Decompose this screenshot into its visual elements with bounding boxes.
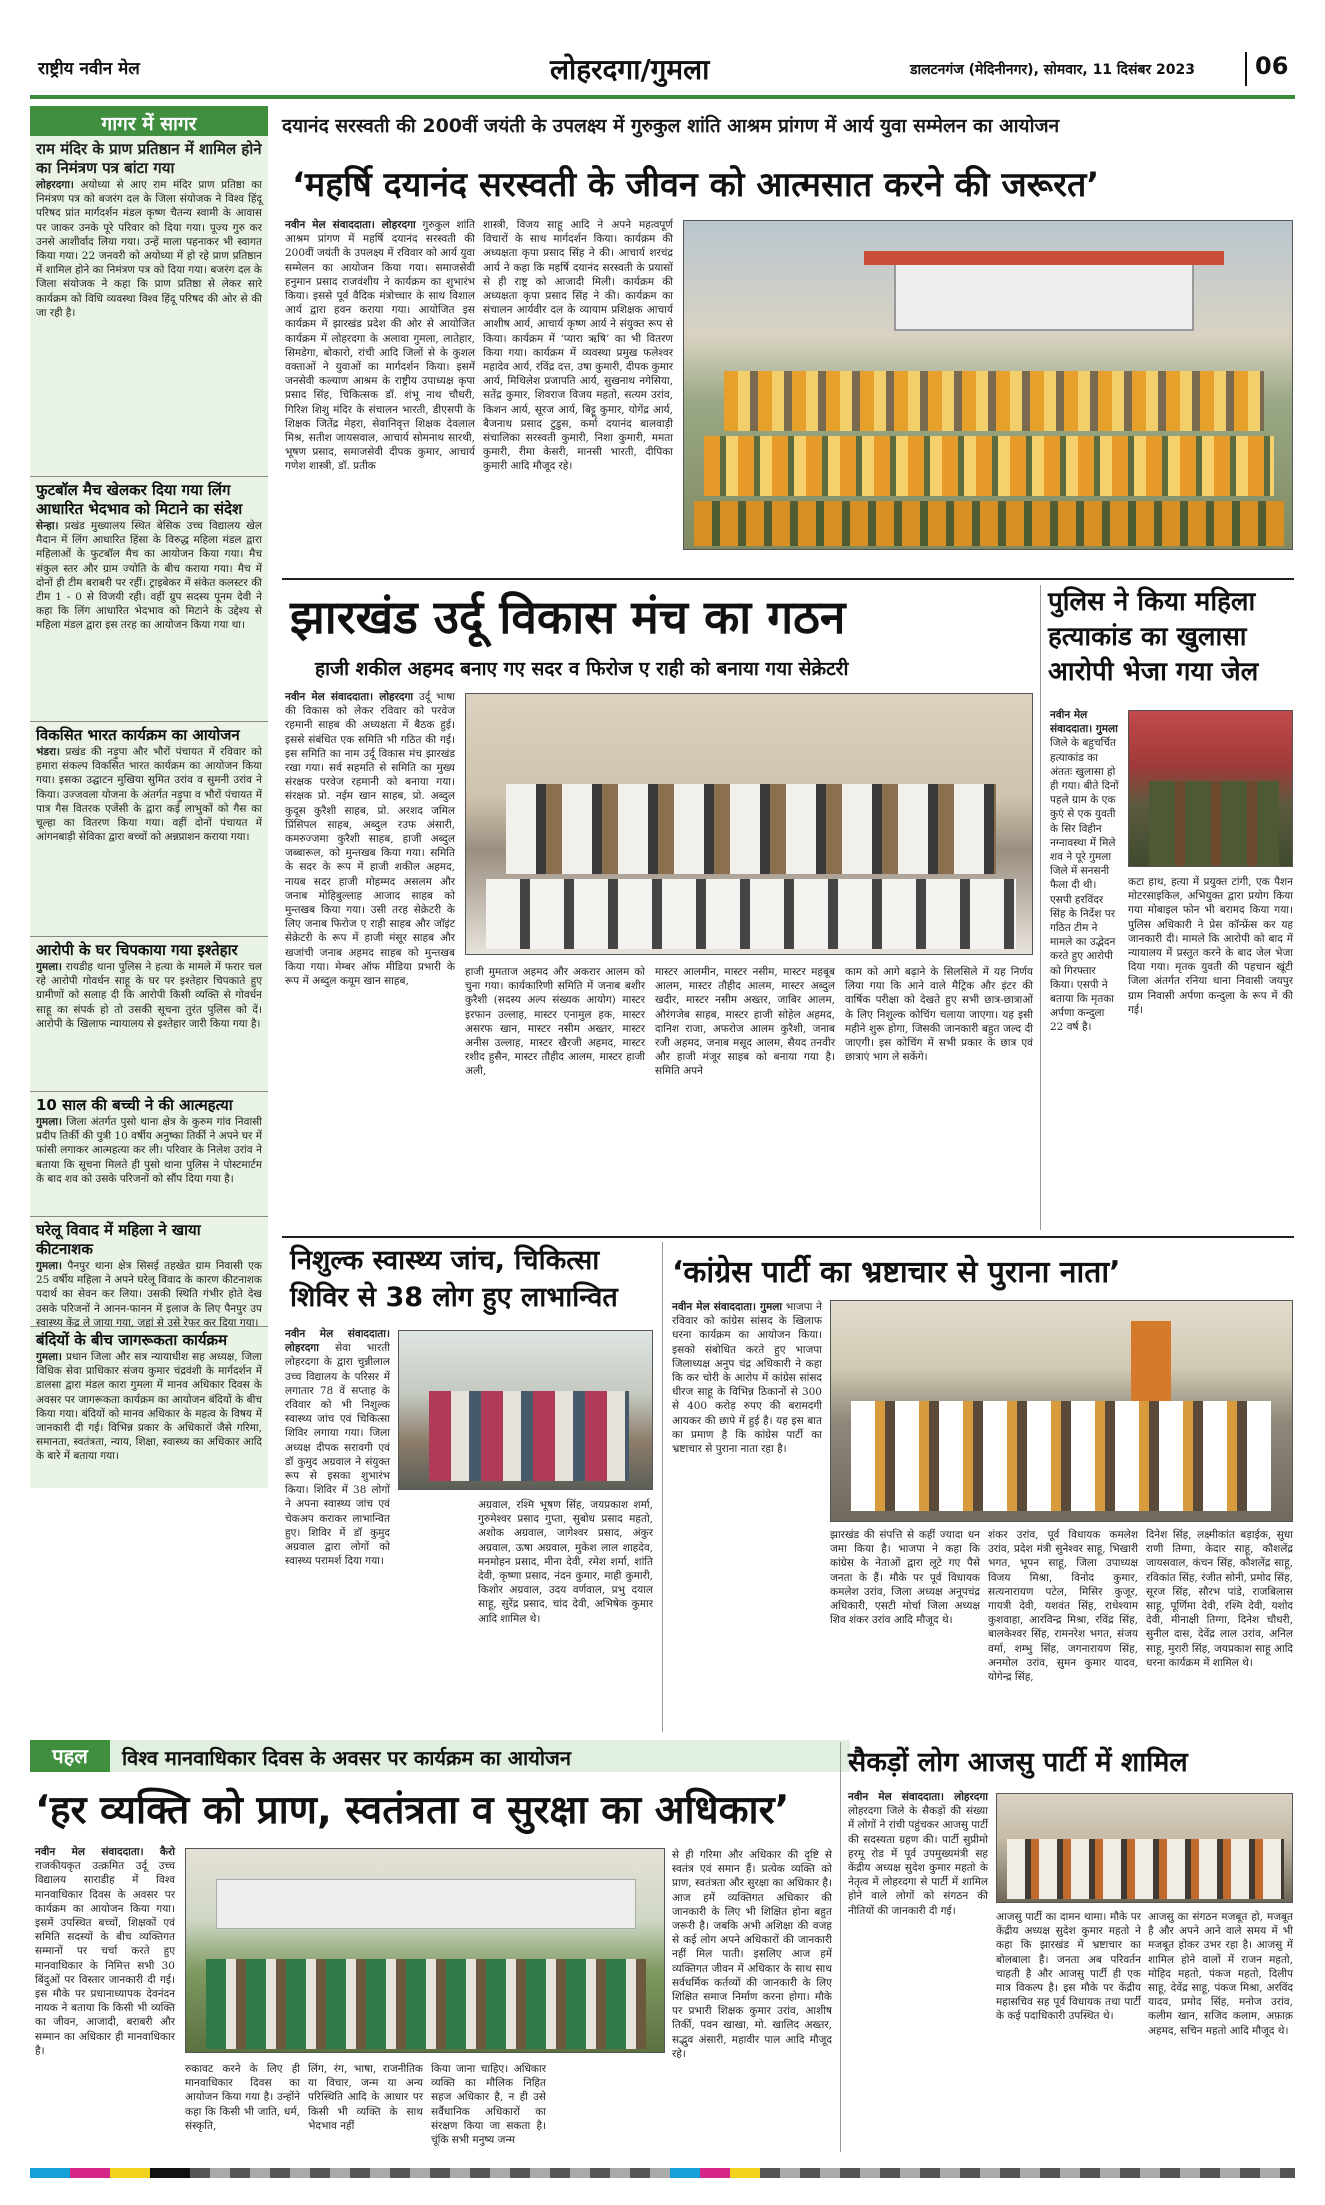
police-story-headline: पुलिस ने किया महिला हत्याकांड का खुलासा आरोपी भेजा गया जेल (1048, 587, 1259, 687)
human-rights-photo (185, 1848, 665, 2053)
gray-swatch (760, 2168, 1295, 2178)
cyan-swatch (670, 2168, 700, 2178)
brief-headline: बंदियों के बीच जागरूकता कार्यक्रम (36, 1331, 228, 1349)
brief-viksit-bharat (30, 721, 268, 936)
health-camp-photo (398, 1330, 653, 1490)
brief-headline: विकसित भारत कार्यक्रम का आयोजन (36, 726, 240, 744)
yellow-swatch (110, 2168, 150, 2178)
human-rights-col2: रुकावट करने के लिए ही मानवाधिकार दिवस का आयोजन किया गया है। उन्होंने कहा कि किसी भी जाति, धर्म, संस्कृति, (185, 2063, 300, 2132)
brief-ram-mandir (30, 136, 268, 476)
police-story-col1: नवीन मेल संवाददाता। गुमला जिले के बहुचर्चित हत्याकांड का अंततः खुलासा हो ही गया। बीते दिनों पहले ग्राम के एक कुएं से एक युवती के सिर विहीन नग्नावस्था में मिले शव ने पूरे गुमला जिले में सनसनी फैला दी थी। एसपी हरविंदर सिंह के निर्देश पर गठित टीम ने मामले का उद्भेदन करते हुए आरोपी को गिरफ्तार किया। एसपी ने बताया कि मृतका अर्पणा कन्दुला 22 वर्ष है। (1050, 709, 1119, 1034)
brief-body: गुमला। रायडीह थाना पुलिस ने हत्या के मामले में फरार चल रहे आरोपी गोवर्धन साहू के घर पर इश्तेहार चिपकाते हुए ग्रामीणों को सलाह दी कि आरोपी किसी व्यक्ति से गोवर्धन साहू का संपर्क हो तो उसकी सूचना तुरंत पुलिस को दें। आरोपी के खिलाफ न्यायालय से इश्तेहार जारी किया गया है। (36, 961, 262, 1030)
divider (282, 1236, 1294, 1238)
issue-dateline: डालटनगंज (मेदिनीनगर), सोमवार, 11 दिसंबर 2023 (910, 62, 1196, 78)
brief-ishtehar (30, 936, 268, 1091)
human-rights-headline: ‘हर व्यक्ति को प्राण, स्वतंत्रता व सुरक्षा का अधिकार’ (35, 1788, 790, 1833)
urdu-story-col4: काम को आगे बढ़ाने के सिलसिले में यह निर्णय लिया गया कि आने वाले मैट्रिक और इंटर की वार्षिक परीक्षा को देखते हुए सभी छात्र-छात्राओं के लिए निशुल्क कोचिंग चलाया जाएगा। यह इसी महीने शुरू होगा, जिसकी जानकारी बहुत जल्द दी जाएगी। इस कोचिंग में सभी प्रकार के छात्र एवं छात्राएं भाग ले सकेंगे। (845, 966, 1033, 1064)
brief-body: भंडरा। प्रखंड की नड़ुपा और भौरों पंचायत में रविवार को हमारा संकल्प विकसित भारत कार्यक्रम का आयोजन किया गया। इसका उद्घाटन मुखिया सुमित उरांव व सुमनी उरांव ने किया। उज्जवला योजना के अंतर्गत नड़ुपा व भौरों पंचायत में पात्र गैस वितरक एजेंसी के द्वारा कई लाभुकों को गैस का चूल्हा का वितरण किया गया। वहीं दोनों पंचायत में आंगनबाड़ी सेविका द्वारा बच्चों को अन्नप्राशन कराया गया। (36, 746, 263, 844)
police-press-photo (1128, 710, 1293, 867)
pahal-tag: पहल (30, 1740, 110, 1772)
congress-story-headline: ‘कांग्रेस पार्टी का भ्रष्टाचार से पुराना नाता’ (672, 1255, 1121, 1290)
urdu-story-col3: मास्टर आलमीन, मास्टर नसीम, मास्टर महबूब आलम, मास्टर तौहीद आलम, मास्टर अब्दुल खदीर, मास्टर नसीम अख्तर, जाबिर आलम, औरंगजेब साहब, मास्टर हाजी सोहेल अहमद, दानिश राजा, अफरोज आलम कुरैशी, जनाब रजी अहमद, जनाब मसूद आलम, सैयद तनवीर और हाजी मंजूर साहब को बनाया गया है। समिति अपने (655, 966, 835, 1078)
congress-dharna-photo (830, 1300, 1293, 1522)
urdu-story-col1: नवीन मेल संवाददाता। लोहरदगा उर्दू भाषा की विकास को लेकर रविवार को परवेज रहमानी साहब की अध्यक्षता में बैठक हुई। इससे संबंधित एक समिति भी गठित की गई। इस समिति का नाम उर्दू विकास मंच झारखंड रखा गया। सर्व सहमति से समिति का मुख्य संरक्षक परवेज रहमानी को बनाया गया। संरक्षक प्रो. नईम खान साहब, प्रो. अब्दुल कुदूस कुरैशी साहब, प्रो. अरशद जमिल प्रिंसिपल साहब, अब्दुल रउफ अंसारी, कमरुज्जमा कुरैशी साहब, हाजी अब्दुल जब्बारूल, को मुन्तखब किया गया। समिति के सदर के रूप में हाजी शकील अहमद, नायब सदर हाजी मोहम्मद असलम और जनाब मोहिबुल्लाह आजाद साहब को मुन्तखब किया गया। उसी तरह सेक्रेटरी के लिए जनाब फिरोज ए राही साहब और जॉइंट सेक्रेटरी के रूप में हाजी मंसूर साहब और खजांची जनाब अहमद साहब को मुन्तखब किया गया। मेम्बर ऑफ मीडिया प्रभारी के रूप में अब्दुल कयूम खान साहब, (285, 691, 456, 988)
section-title: लोहरदगा/गुमला (550, 53, 710, 86)
urdu-story-subhead: हाजी शकील अहमद बनाए गए सदर व फिरोज ए राही को बनाया गया सेक्रेटरी (315, 658, 849, 680)
congress-story-col5: दिनेश सिंह, लक्ष्मीकांत बड़ाईक, सुधा राणी तिग्गा, केदार साहू, कौशलेंद्र जायसवाल, कंचन सिंह, कौशलेंद्र साहू, रविकांत सिंह, रंजीत सोनी, प्रमोद सिंह, सूरज सिंह, सौरभ पांडे, राजबिलास साहू, पूर्णिमा देवी, रश्मि देवी, यशोद देवी, मीनाक्षी तिग्गा, दिनेश चौधरी, सुनील दास, देवेंद्र लाल उरांव, अनिल साहू, मुरारी सिंह, जयप्रकाश साहू आदि धरना कार्यक्रम में शामिल थे। (1146, 1529, 1293, 1669)
health-story-col1-cont (285, 1498, 470, 1728)
urdu-meeting-photo (465, 693, 1033, 955)
top-story-col1: नवीन मेल संवाददाता। लोहरदगा गुरुकुल शांति आश्रम प्रांगण में महर्षि दयानंद सरस्वती की 200वीं जयंती के उपलक्ष्य में रविवार को आर्य युवा सम्मेलन का आयोजन किया गया। समाजसेवी हनुमान प्रसाद राजवंशीय ने कार्यक्रम का शुभारंभ किया। इससे पूर्व वैदिक मंत्रोच्चार के साथ विशाल आर्य द्वारा हवन कराया गया। आयोजित इस कार्यक्रम में झारखंड प्रदेश की ओर से आयोजित कार्यक्रम में लोहरदगा के अलावा गुमला, लातेहार, सिमडेगा, बोकारो, रांची आदि जिलों से के कुशल वक्ताओं ने युवाओं का मार्गदर्शन किया। इसमें जनसेवी कल्याण आश्रम के राष्ट्रीय उपाध्यक्ष कृपा प्रसाद सिंह, चिकित्सक डॉ. शंभू नाथ चौधरी, गिरिश शिशु मंदिर के संचालन भारती, डीएसपी के शिक्षक जितेंद्र मेहरा, सेवानिवृत्त शिक्षक देवलाल मिश्र, सतीश जायसवाल, आचार्य सोमनाथ सारथी, भूषण प्रसाद, समाजसेवी दीपक कुमार, आचार्य गणेश शास्त्री, डॉ. प्रतीक (285, 219, 476, 473)
divider (1040, 585, 1041, 1230)
brief-body: गुमला। पैनपुर थाना क्षेत्र सिसई तहखेत ग्राम निवासी एक 25 वर्षीय महिला ने अपने घरेलू विवाद के कारण कीटनाशक पदार्थ का सेवन कर लिया। उसकी स्थिति गंभीर होते देख उसके परिजनों ने आनन-फानन में इलाज के लिए पैनपुर उप स्वास्थ्य केंद्र ले जाया गया, जहां से उसे रेफर कर दिया गया। (36, 1260, 262, 1329)
ajsu-story-headline: सैकड़ों लोग आजसु पार्टी में शामिल (848, 1747, 1188, 1778)
divider (662, 1242, 663, 1732)
brief-headline: घरेलू विवाद में महिला ने खाया कीटनाशक (36, 1221, 201, 1258)
urdu-story-col2: हाजी मुमताज अहमद और अकरार आलम को चुना गया। कार्यकारिणी समिति में जनाब बशीर कुरैशी (सदस्य अल्प संख्यक आयोग) मास्टर इरफान उल्लाह, मास्टर एनामुल हक, मास्टर असरफ खान, मास्टर नसीम अख्तर, मास्टर अनीस उल्लाह, मास्टर खैरजी अहमद, मास्टर रशीद हुसैन, मास्टर तौहीद आलम, मास्टर हाजी अली, (465, 966, 645, 1078)
divider (840, 1742, 841, 2152)
urdu-story-headline: झारखंड उर्दू विकास मंच का गठन (290, 590, 846, 644)
human-rights-kicker: विश्व मानवाधिकार दिवस के अवसर पर कार्यक्रम का आयोजन (122, 1746, 571, 1770)
top-story-col2: शास्त्री, विजय साहू आदि ने अपने महत्वपूर्ण विचारों के साथ मार्गदर्शन किया। कार्यक्रम की अध्यक्षता कृपा प्रसाद सिंह ने की। आचार्य शरचंद्र आर्य ने कहा कि महर्षि दयानंद सरस्वती के प्रयासों से ही राष्ट्र को आजादी मिली। कार्यक्रम की अध्यक्षता कृपा प्रसाद सिंह ने की। कार्यक्रम का संचालन आर्यवीर दल के व्यायाम प्रशिक्षक आचार्य आशीष आर्य, आचार्य कृष्ण आर्य ने संयुक्त रूप से किया। कार्यक्रम में ‘प्यारा ऋषि’ का भी वितरण किया गया। कार्यक्रम में व्यवस्था प्रमुख फलेश्वर महादेव आर्य, रविंद्र दत्त, उषा कुमारी, दीपक कुमार आर्य, मिथिलेश प्रजापति आर्य, सुखनाथ नगेसिया, सतेंद्र कुमार, शिवराज विजय महतो, सत्यम उरांव, किशन आर्य, सूरज आर्य, बिट्टू कुमार, योगेंद्र आर्य, बैजनाथ प्रसाद टुडुस, कर्मा दयानंद बालवाड़ी संचालिका सरस्वती कुमारी, निशा कुमारी, ममता कुमारी, रीमा केसरी, मानसी भारती, दीपिका कुमारी आदि मौजूद रहे। (483, 219, 673, 473)
top-story-kicker: दयानंद सरस्वती की 200वीं जयंती के उपलक्ष्य में गुरुकुल शांति आश्रम प्रांगण में आर्य युवा सम्मेलन का आयोजन (282, 115, 1060, 137)
congress-story-col3: झारखंड की संपत्ति से कहीं ज्यादा धन जमा किया है। भाजपा ने कहा कि कांग्रेस के नेताओं द्वारा लूटे गए पैसे जनता के हैं। मौके पर पूर्व विधायक कमलेश उरांव, जिला अध्यक्ष अनूपचंद्र अधिकारी, एसटी मोर्चा जिला अध्यक्ष शिव शंकर उरांव आदि मौजूद थे। (830, 1529, 980, 1627)
masthead (30, 48, 1295, 96)
paper-name: राष्ट्रीय नवीन मेल (38, 59, 140, 79)
human-rights-col3: लिंग, रंग, भाषा, राजनीतिक या विचार, जन्म या अन्य परिस्थिति आदि के आधार पर किसी भी व्यक्ति के साथ भेदभाव नहीं (308, 2063, 423, 2132)
cyan-swatch (30, 2168, 70, 2178)
ajsu-story-col1: आजसु पार्टी का दामन थामा। मौके पर केंद्रीय अध्यक्ष सुदेश कुमार महतो ने कहा कि झारखंड में भ्रष्टाचार का बोलबाला है। जनता अब परिवर्तन चाहती है और आजसु पार्टी ही एक मात्र विकल्प है। इस मौके पर केंद्रीय महासचिव सह पूर्व विधायक तथा पार्टी के कई पदाधिकारी उपस्थित थे। (996, 1911, 1141, 2023)
top-story-headline: ‘महर्षि दयानंद सरस्वती के जीवन को आत्मसात करने की जरूरत’ (292, 165, 1100, 205)
health-story-col2: अग्रवाल, रश्मि भूषण सिंह, जयप्रकाश शर्मा, गुरुमेश्वर प्रसाद गुप्ता, सुबोध प्रसाद महतो, अशोक अग्रवाल, जागेश्वर प्रसाद, अंकुर अग्रवाल, ऊषा अग्रवाल, मुकेश लाल शाहदेव, मनमोहन प्रसाद, मीना देवी, रमेश शर्मा, शांति देवी, कृष्णा प्रसाद, नंदन कुमार, माही कुमारी, किशोर अग्रवाल, उदय वर्णवाल, प्रभु दयाल साहू, सुरेंद्र प्रसाद, चांद देवी, अभिषेक कुमार आदि शामिल थे। (478, 1499, 653, 1625)
sidebar-label: गागर में सागर (30, 106, 268, 136)
divider (282, 578, 1294, 580)
brief-atmahatya (30, 1091, 268, 1216)
page-number: 06 (1255, 52, 1289, 80)
police-story-col2: कटा हाथ, हत्या में प्रयुक्त टांगी, एक पैशन मोटरसाइकिल, अभियुक्त द्वारा प्रयोग किया गया मोबाइल फोन भी बरामद किया गया। पुलिस अधिकारी ने प्रेस कॉन्फ्रेंस कर यह जानकारी दी। मामले कि आरोपी को बाद में न्यायालय में प्रस्तुत करने के बाद जेल भेजा दिया गया। मृतक युवती की पहचान खूंटी जिला अंतर्गत रनिया थाना निवासी जयपुर ग्राम निवासी अर्पणा कन्दुला के रूप में की गई। (1128, 876, 1293, 1016)
brief-keetnashak (30, 1216, 268, 1329)
congress-story-col1: नवीन मेल संवाददाता। गुमला भाजपा ने रविवार को कांग्रेस सांसद के खिलाफ धरना कार्यक्रम का आयोजन किया। इसको संबोधित करते हुए भाजपा जिलाध्यक्ष अनुप चंद्र अधिकारी ने कहा कि कर चोरी के आरोप में कांग्रेस सांसद धीरज साहू के विभिन्न ठिकानों से 300 से 400 करोड़ रुपए की बरामदगी आयकर की छापे में हुई है। यह इस बात का प्रमाण है कि कांग्रेस पार्टी का भ्रष्टाचार से पुराना नाता रहा है। (672, 1301, 822, 1456)
human-rights-col1: नवीन मेल संवाददाता। कैरो राजकीयकृत उत्क्रमित उर्दू उच्च विद्यालय साराडीह में विश्व मानवाधिकार दिवस के अवसर पर कार्यक्रम का आयोजन किया गया। इसमें उपस्थित बच्चों, शिक्षकों एवं समिति सदस्यों के बीच व्यक्तिगत सम्मानों पर चर्चा करते हुए मानवाधिकार के निमित्त सभी 30 बिंदुओं पर विस्तार जानकारी दी गई। इस मौके पर प्रधानाध्यापक देवनंदन नायक ने बताया कि किसी भी व्यक्ति का जीवन, आजादी, बराबरी और सम्मान का अधिकार ही मानवाधिकार है। (35, 1846, 175, 2057)
sidebar (30, 106, 268, 1488)
human-rights-col4: किया जाना चाहिए। अधिकार व्यक्ति का मौलिक निहित सहज अधिकार है, न ही उसे सर्वैधानिक अधिकारों का संरक्षण किया जा सकता है। चूंकि सभी मनुष्य जन्म (431, 2063, 546, 2147)
brief-headline: राम मंदिर के प्राण प्रतिष्ठान में शामिल होने का निमंत्रण पत्र बांटा गया (36, 140, 262, 177)
black-swatch (150, 2168, 190, 2178)
gray-swatch (190, 2168, 670, 2178)
page-number-divider (1245, 52, 1247, 86)
brief-body: गुमला। प्रधान जिला और सत्र न्यायाधीश सह अध्यक्ष, जिला विधिक सेवा प्राधिकार संजय कुमार चंद्रवंशी के मार्गदर्शन में डालसा द्वारा मंडल कारा गुमला में मानव अधिकार दिवस के अवसर पर जागरूकता कार्यक्रम का आयोजन बंदियों के बीच किया गया। बंदियों को मानव अधिकार के महत्व के विषय में जानकारी दी गई। विभिन्न प्रकार के अधिकारों जैसे गरिमा, समानता, स्वतंत्रता, न्याय, शिक्षा, स्वास्थ्य का अधिकार आदि के बारे में बताया गया। (36, 1351, 262, 1463)
brief-body: सेन्हा। प्रखंड मुख्यालय स्थित बेसिक उच्च विद्यालय खेल मैदान में लिंग आधारित हिंसा के विरुद्ध महिला मंडल द्वारा महिलाओं के फुटबॉल मैच का आयोजन किया गया। मैच संकुल स्तर और ग्राम ज्योति के बीच कराया गया। मैच में दोनों ही टीम बराबरी पर रहीं। ट्राइबेकर में संकेत कलस्टर की टीम 1 - 0 से विजयी रही। वहीं ग्रुप सदस्य पूनम देवी ने कहा कि लिंग आधारित भेदभाव को मिटाने के उद्देश्य से महिला मंडल द्वारा इस तरह का आयोजन किया गया था। (36, 520, 262, 632)
human-rights-kicker-bar (30, 1740, 850, 1772)
human-rights-col5: से ही गरिमा और अधिकार की दृष्टि से स्वतंत्र एवं समान हैं। प्रत्येक व्यक्ति को प्राण, स्वतंत्रता और सुरक्षा का अधिकार है। आज हमें व्यक्तिगत अधिकार की जानकारी के लिए भी शिक्षित होना बहुत जरूरी है। जबकि अभी अशिक्षा की वजह से कई लोग अपने अधिकारों की जानकारी नहीं मिल पाती। इसलिए आज हमें व्यक्तिगत जीवन में अधिकार के साथ साथ सर्वधर्मिक कर्तव्यों की जानकारी के लिए शिक्षित समाज निर्माण करना होगा। मौके पर प्रभारी शिक्षक कुमार उरांव, आशीष तिर्की, पवन खाखा, मो. खालिद अख्तर, सद्भुव अंसारी, महावीर पाल आदि मौजूद रहे। (672, 1849, 832, 2060)
brief-headline: आरोपी के घर चिपकाया गया इश्तेहार (36, 941, 238, 959)
ajsu-story-lead: नवीन मेल संवाददाता। लोहरदगा लोहरदगा जिले के सैकड़ों की संख्या में लोगों ने रांची पहुंचकर आजसु पार्टी की सदस्यता ग्रहण की। पार्टी सुप्रीमो हरमू रोड में पूर्व उपमुख्यमंत्री सह केंद्रीय अध्यक्ष सुदेश कुमार महतो के नेतृत्व में लोहरदगा से पार्टी में शामिल होने वाले लोगों को संगठन की नीतियों की जानकारी दी गई। (848, 1791, 988, 1917)
print-registration-bar (30, 2168, 1295, 2180)
health-story-headline: निशुल्क स्वास्थ्य जांच, चिकित्सा शिविर से 38 लोग हुए लाभान्वित (290, 1245, 618, 1313)
ajsu-story-col2: आजसु का संगठन मजबूत हो, मजबूत है और अपने आने वाले समय में भी मजबूत होकर उभर रहा है। आजसु में शामिल होने वालों में राजन महतो, मोहिद महतो, पंकज महतो, दिलीप साहू, देवेंद्र साहू, पंकज मिश्रा, अरविंद यादव, प्रमोद सिंह, मनोज उरांव, कलीम खान, सजिद कलाम, अफ़ाक़ अहमद, सचिन महतो आदि मौजूद थे। (1148, 1911, 1293, 2037)
magenta-swatch (70, 2168, 110, 2178)
ajsu-joining-photo (996, 1793, 1293, 1903)
congress-story-col4: शंकर उरांव, पूर्व विधायक कमलेश उरांव, प्रदेश मंत्री सुनेश्वर साहू, भिखारी भगत, भूपन साहू, जिला उपाध्यक्ष विजय मिश्रा, विनोद कुमार, सत्यनारायण पटेल, मिसिर कुजूर, गायत्री देवी, यशवंत सिंह, राधेश्याम कुशवाहा, आरविन्द्र मिश्रा, रविंद्र सिंह, बालकेश्वर सिंह, रामनरेश भगत, संजय वर्मा, शम्भु सिंह, जगनारायण सिंह, अनमोल उरांव, सुमन कुमार यादव, योगेन्द्र सिंह, (988, 1529, 1138, 1684)
brief-body: लोहरदगा। अयोध्या से आए राम मंदिर प्राण प्रतिष्ठा का निमंत्रण पत्र को बजरंग दल के जिला संयोजक ने विश्व हिंदू परिषद प्रांत मार्गदर्शन मंडल कृष्ण चैतन्य स्वामी के आवास पर जाकर उनके पूरे परिवार को दिया गया। पूज्य गुरु कर उनसे आशीर्वाद लिया गया। उन्हें माला पहनाकर भी स्वागत किया गया। 22 जनवरी को अयोध्या में हो रहे प्राण प्रतिष्ठान में शामिल होने का निमंत्रण पत्र को दिया गया। बजरंग दल के जिला संयोजक ने कहा कि प्राण प्रतिष्ठा से लेकर सारे कार्यक्रम को विधि व्यवस्था विश्व हिंदू परिषद की ओर से की जा रही है। (36, 179, 262, 319)
arya-sammelan-photo (683, 220, 1293, 550)
magenta-swatch (700, 2168, 730, 2178)
brief-bandi (30, 1326, 268, 1488)
yellow-swatch (730, 2168, 760, 2178)
health-story-col1: नवीन मेल संवाददाता। लोहरदगा सेवा भारती लोहरदगा के द्वारा चुन्नीलाल उच्च विद्यालय के परिसर में लगातार 78 वें सप्ताह के रविवार को भी निशुल्क स्वास्थ्य जांच एवं चिकित्सा शिविर लगाया गया। जिला अध्यक्ष दीपक सरावगी एवं डॉ कुमुद अग्रवाल ने संयुक्त रूप से इसका शुभारंभ किया। शिविर में 38 लोगों ने अपना स्वास्थ्य जांच एवं चेकअप कराकर लाभान्वित हुए। शिविर में डॉ कुमुद अग्रवाल द्वारा लोगों को स्वास्थ्य परामर्श दिया गया। (285, 1328, 391, 1568)
brief-body: गुमला। जिला अंतर्गत पुसो थाना क्षेत्र के कुरुम गांव निवासी प्रदीप तिर्की की पुत्री 10 वर्षीय अनुष्का तिर्की ने अपने घर में फांसी लगाकर आत्महत्या कर ली। परिवार के निलेश उरांव ने बताया कि सूचना मिलते ही पुसो थाना पुलिस ने पोस्टमार्टम के बाद शव को उसके परिजनों को सौंप दिया गया है। (36, 1116, 262, 1185)
brief-headline: फुटबॉल मैच खेलकर दिया गया लिंग आधारित भेदभाव को मिटाने का संदेश (36, 481, 243, 518)
masthead-rule (30, 95, 1295, 99)
brief-football (30, 476, 268, 721)
brief-headline: 10 साल की बच्ची ने की आत्महत्या (36, 1096, 233, 1114)
